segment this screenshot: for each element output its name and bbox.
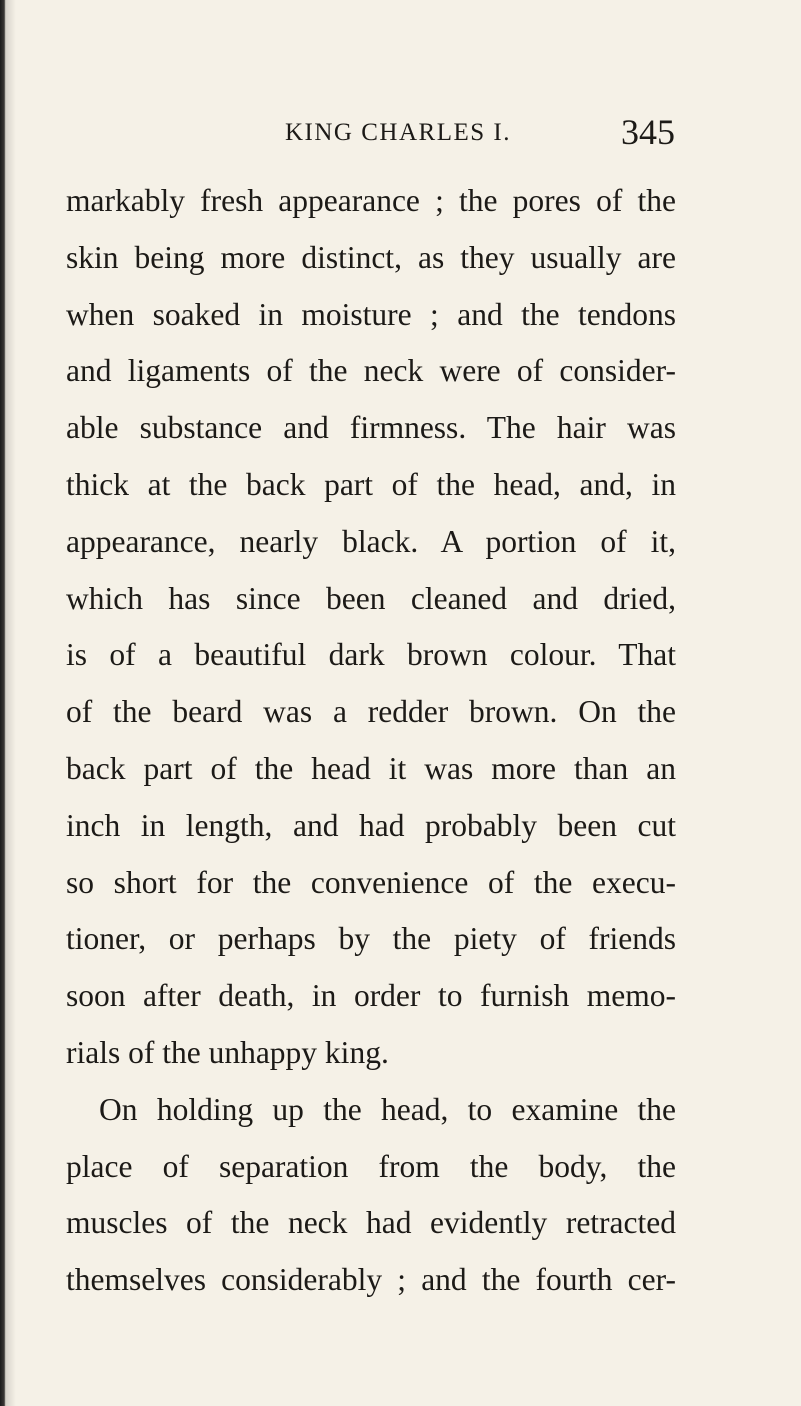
paragraph-start-line: On holding up the head, to examine the xyxy=(99,1091,676,1127)
text-line: muscles of the neck had evidently retracted xyxy=(66,1205,676,1241)
text-line: and ligaments of the neck were of consider- xyxy=(66,353,676,389)
text-line: so short for the convenience of the execu- xyxy=(66,864,676,900)
paragraph-end-line: rials of the unhappy king. xyxy=(66,1034,389,1070)
text-line: themselves considerably ; and the fourth cer- xyxy=(66,1262,676,1298)
running-head xyxy=(0,112,801,152)
text-line: of the beard was a redder brown. On the xyxy=(66,694,676,730)
text-line: tioner, or perhaps by the piety of friends xyxy=(66,921,676,957)
text-line: inch in length, and had probably been cut xyxy=(66,807,676,843)
running-title: KING CHARLES I. xyxy=(285,119,511,146)
text-line: markably fresh appearance ; the pores of the xyxy=(66,183,676,218)
text-line: skin being more distinct, as they usually are xyxy=(66,239,676,275)
text-line: back part of the head it was more than an xyxy=(66,750,676,786)
page-number: 345 xyxy=(621,112,675,152)
text-line: is of a beautiful dark brown colour. That xyxy=(66,637,676,673)
text-line: which has since been cleaned and dried, xyxy=(66,580,676,616)
text-line: appearance, nearly black. A portion of it, xyxy=(66,523,676,559)
body-text xyxy=(66,173,676,1309)
text-line: place of separation from the body, the xyxy=(66,1148,676,1184)
text-line: able substance and firmness. The hair was xyxy=(66,410,676,446)
text-line: when soaked in moisture ; and the tendons xyxy=(66,296,676,332)
text-line: soon after death, in order to furnish memo- xyxy=(66,978,676,1014)
gutter-shadow xyxy=(6,0,16,1406)
text-line: thick at the back part of the head, and, in xyxy=(66,466,676,502)
